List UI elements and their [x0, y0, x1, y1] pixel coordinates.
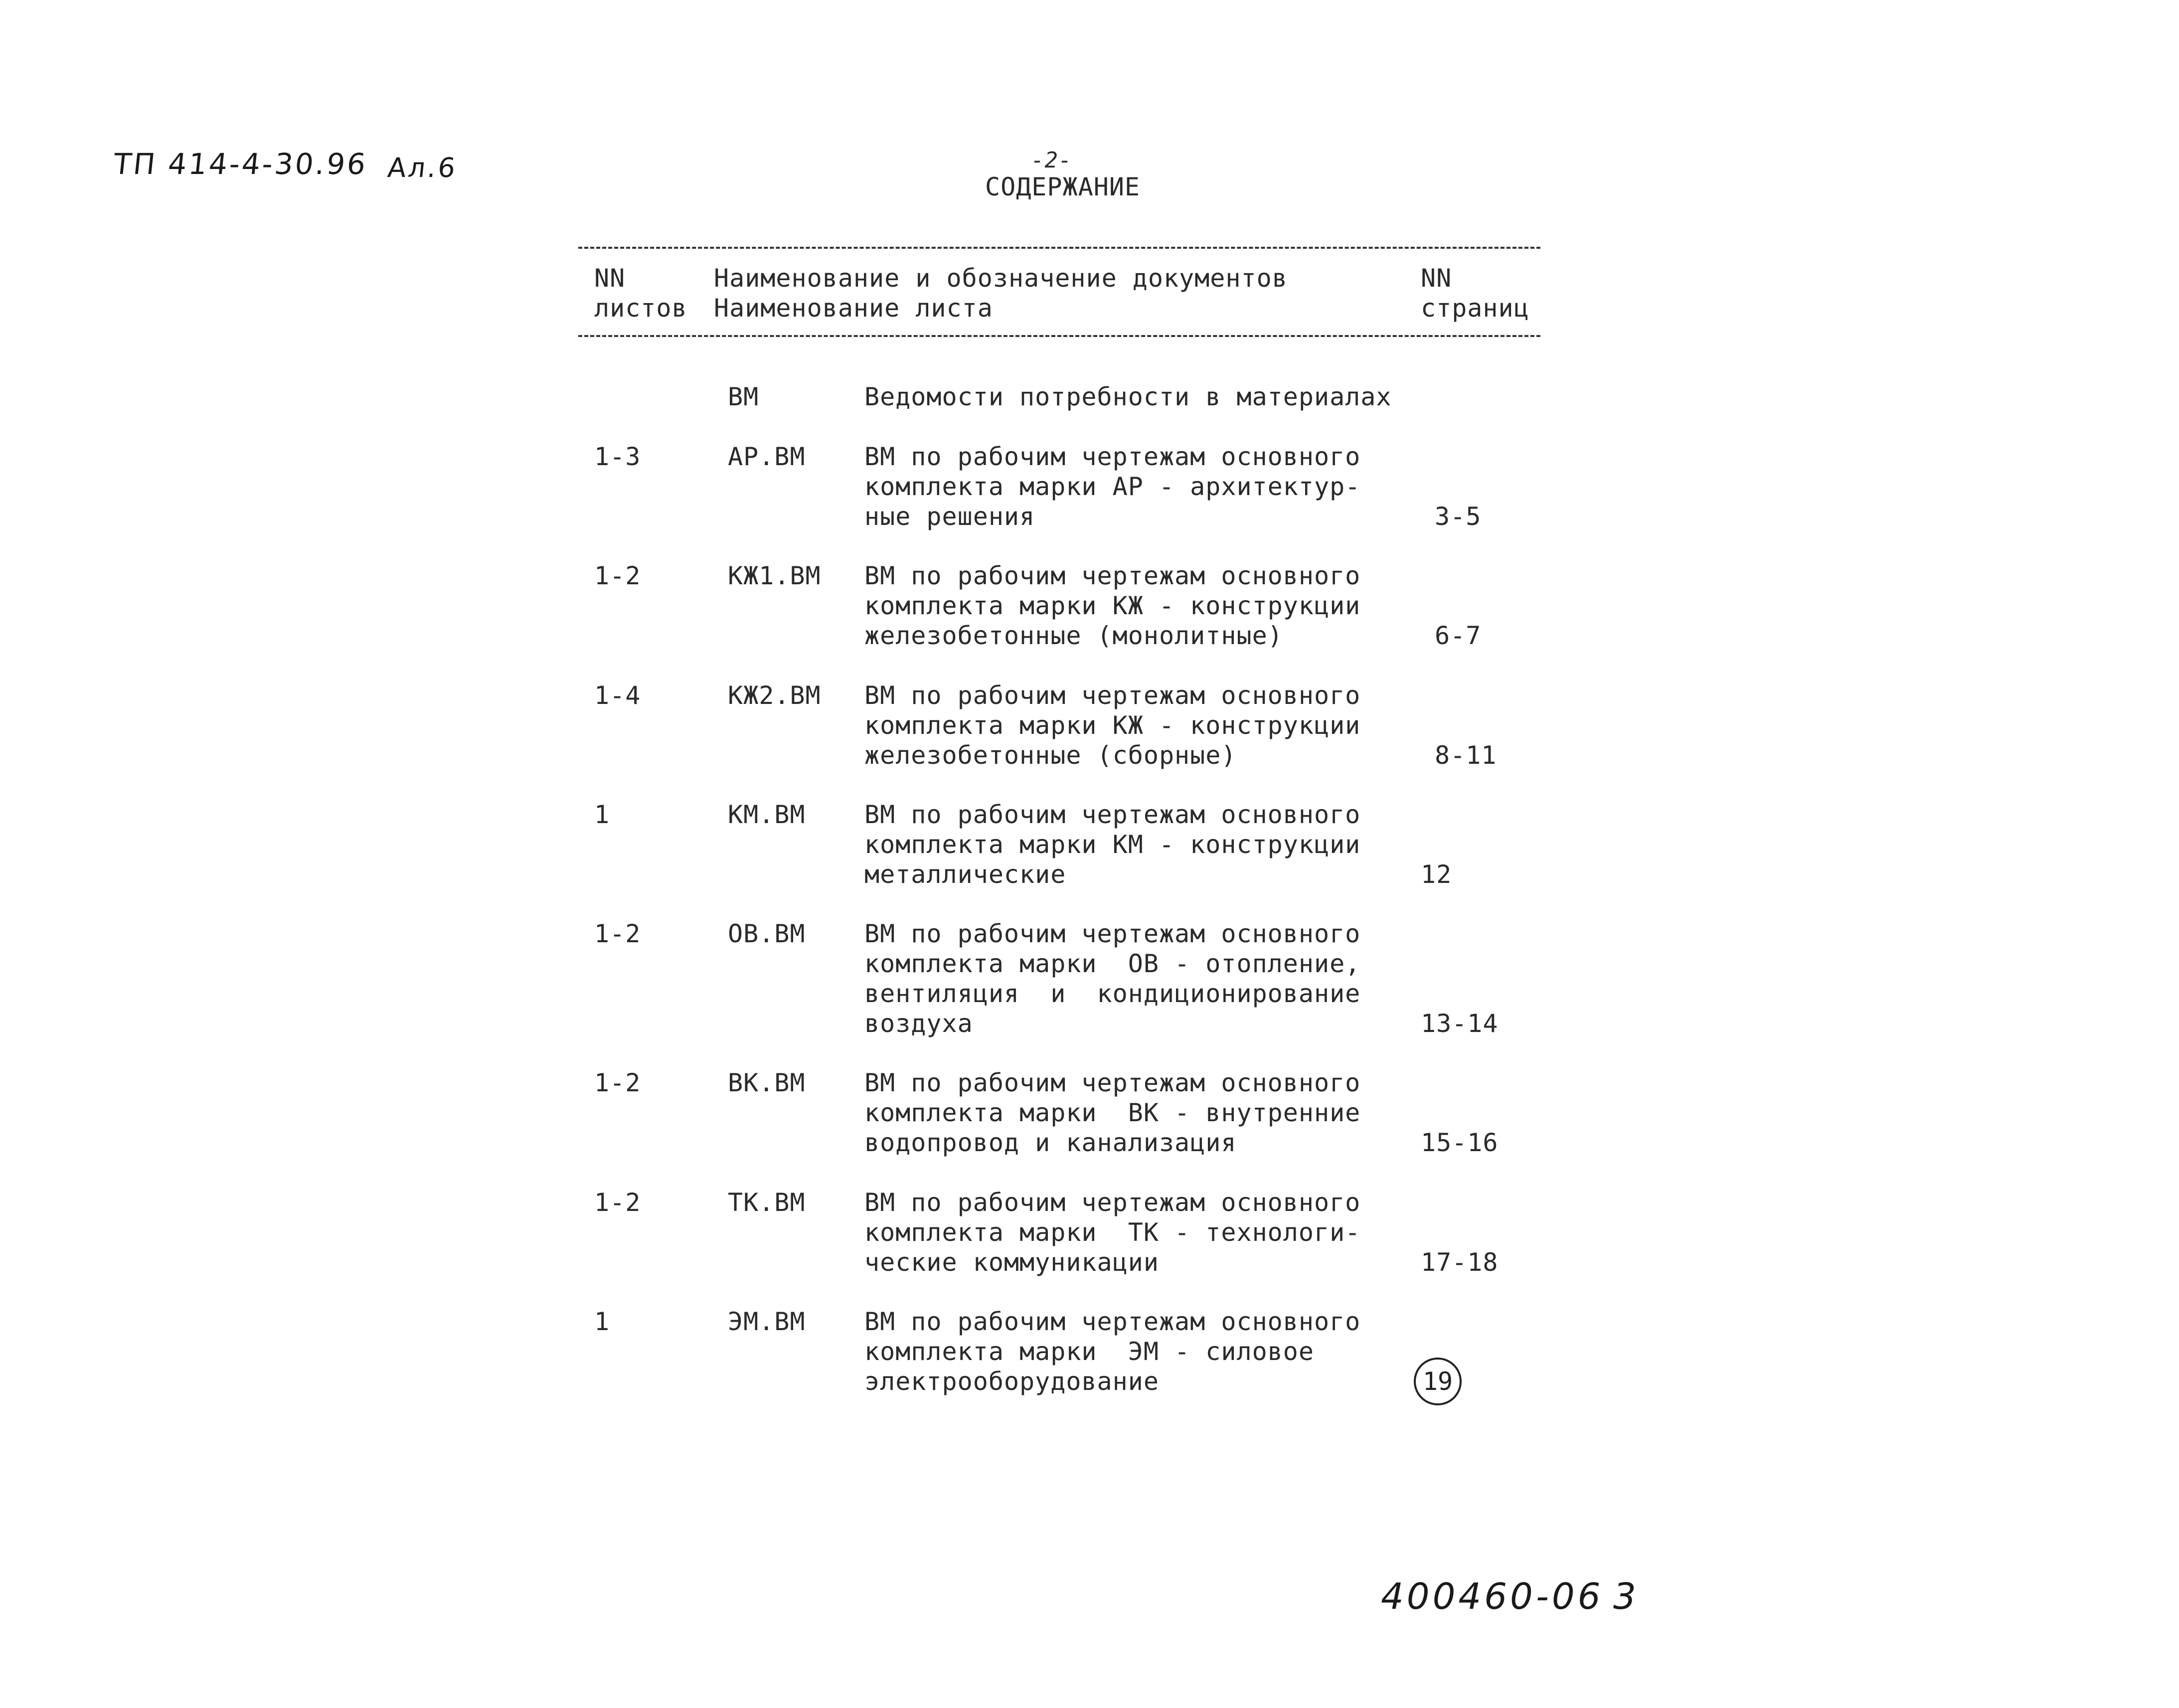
row-text-line: ВМ по рабочим чертежам основного: [864, 561, 1361, 590]
row-text-line: комплекта марки ОВ - отопление,: [864, 949, 1361, 978]
album-label: Ал.6: [386, 152, 459, 183]
row-sheets: 1: [594, 1307, 610, 1336]
row-text-line: ВМ по рабочим чертежам основного: [864, 442, 1361, 471]
row-text-line: комплекта марки КМ - конструкции: [864, 830, 1361, 859]
row-text-line: комплекта марки ВК - внутренние: [864, 1098, 1361, 1127]
row-text-line: ВМ по рабочим чертежам основного: [864, 919, 1361, 948]
row-text-line: металлические: [864, 860, 1066, 889]
header-col-sheets-line2: листов: [594, 294, 687, 323]
row-text-line: ные решения: [864, 502, 1035, 531]
row-pages: 13-14: [1421, 1009, 1499, 1038]
row-text-line: электрооборудование: [864, 1367, 1159, 1396]
row-sheets: 1-2: [594, 1188, 641, 1217]
footer-page-number: 3: [1613, 1575, 1639, 1617]
inventory-number: 400460-06: [1381, 1575, 1604, 1617]
row-pages: 3-5: [1435, 502, 1482, 531]
row-sheets: 1-2: [594, 561, 641, 590]
row-text-line: ВМ по рабочим чертежам основного: [864, 1307, 1361, 1336]
row-text-line: комплекта марки ЭМ - силовое: [864, 1337, 1314, 1366]
header-col-name-line1: Наименование и обозначение документов: [714, 264, 1288, 293]
row-text-line: вентиляция и кондиционирование: [864, 979, 1361, 1008]
row-text-line: ческие коммуникации: [864, 1248, 1159, 1277]
row-text-line: комплекта марки ТК - технологи-: [864, 1218, 1361, 1247]
row-pages: 12: [1421, 860, 1452, 889]
row-text-line: ВМ по рабочим чертежам основного: [864, 1188, 1361, 1217]
row-code: КМ.ВМ: [728, 800, 806, 829]
row-pages: 6-7: [1435, 621, 1482, 650]
row-sheets: 1-4: [594, 681, 641, 710]
row-code: ЭМ.ВМ: [728, 1307, 806, 1336]
row-code: КЖ2.ВМ: [728, 681, 821, 710]
row-text-line: железобетонные (монолитные): [864, 621, 1283, 650]
row-code: ВК.ВМ: [728, 1068, 806, 1097]
section-title: Ведомости потребности в материалах: [864, 382, 1392, 411]
header-col-name-line2: Наименование листа: [714, 294, 993, 323]
row-text-line: комплекта марки КЖ - конструкции: [864, 591, 1361, 620]
row-pages: 17-18: [1421, 1248, 1499, 1277]
row-code: КЖ1.ВМ: [728, 561, 821, 590]
row-text-line: комплекта марки КЖ - конструкции: [864, 711, 1361, 740]
header-bottom-divider: [578, 335, 1540, 337]
row-sheets: 1-3: [594, 442, 641, 471]
row-text-line: ВМ по рабочим чертежам основного: [864, 800, 1361, 829]
header-col-pages-line2: страниц: [1421, 294, 1529, 323]
section-code: ВМ: [728, 382, 759, 411]
header-top-divider: [578, 247, 1540, 249]
row-text-line: ВМ по рабочим чертежам основного: [864, 681, 1361, 710]
row-code: АР.ВМ: [728, 442, 806, 471]
row-text-line: комплекта марки АР - архитектур-: [864, 472, 1361, 501]
row-sheets: 1: [594, 800, 610, 829]
row-pages: 15-16: [1421, 1128, 1499, 1157]
page-marker: -2-: [1031, 148, 1072, 173]
row-sheets: 1-2: [594, 919, 641, 948]
header-col-pages-line1: NN: [1421, 264, 1452, 293]
row-code: ОВ.ВМ: [728, 919, 806, 948]
page-title: СОДЕРЖАНИЕ: [985, 172, 1141, 201]
row-sheets: 1-2: [594, 1068, 641, 1097]
row-text-line: ВМ по рабочим чертежам основного: [864, 1068, 1361, 1097]
row-text-line: воздуха: [864, 1009, 973, 1038]
header-col-sheets-line1: NN: [594, 264, 626, 293]
row-code: ТК.ВМ: [728, 1188, 806, 1217]
row-pages-circled: 19: [1414, 1358, 1462, 1405]
row-pages: 8-11: [1435, 741, 1497, 770]
row-text-line: водопровод и канализация: [864, 1128, 1237, 1157]
document-code: ТП 414-4-30.96: [112, 147, 369, 181]
row-text-line: железобетонные (сборные): [864, 741, 1237, 770]
